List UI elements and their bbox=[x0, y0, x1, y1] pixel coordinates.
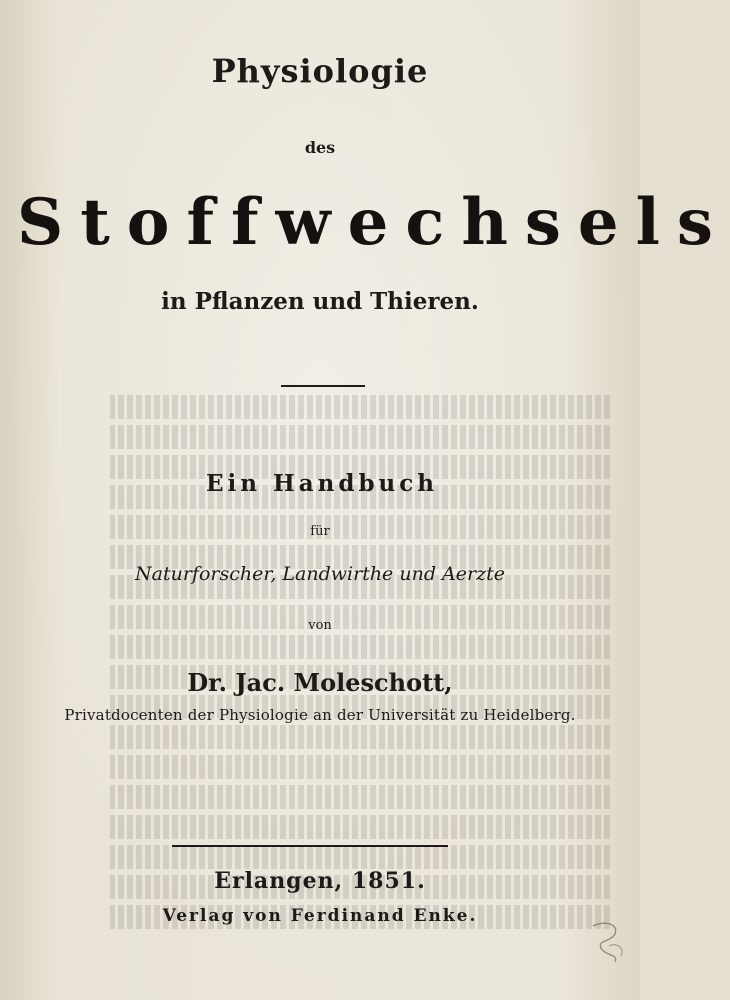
pencil-mark bbox=[585, 918, 631, 968]
place-and-year: Erlangen, 1851. bbox=[214, 868, 426, 894]
title-connector: des bbox=[304, 138, 336, 157]
title-line-1: Physiologie bbox=[211, 52, 429, 90]
audience-line: Naturforscher, Landwirthe und Aerzte bbox=[135, 563, 505, 585]
subtitle: in Pflanzen und Thieren. bbox=[161, 288, 479, 315]
divider-long bbox=[172, 845, 448, 847]
by-word: von bbox=[308, 618, 332, 633]
author-position: Privatdocenten der Physiologie an der Universität zu Heidelberg. bbox=[64, 706, 576, 724]
title-line-2: Stoffwechsels bbox=[17, 185, 730, 260]
genre-line: Ein Handbuch bbox=[206, 470, 438, 497]
publisher: Verlag von Ferdinand Enke. bbox=[162, 906, 478, 926]
author-name: Dr. Jac. Moleschott, bbox=[187, 668, 453, 697]
for-word: für bbox=[310, 524, 330, 539]
divider-short bbox=[281, 385, 365, 387]
